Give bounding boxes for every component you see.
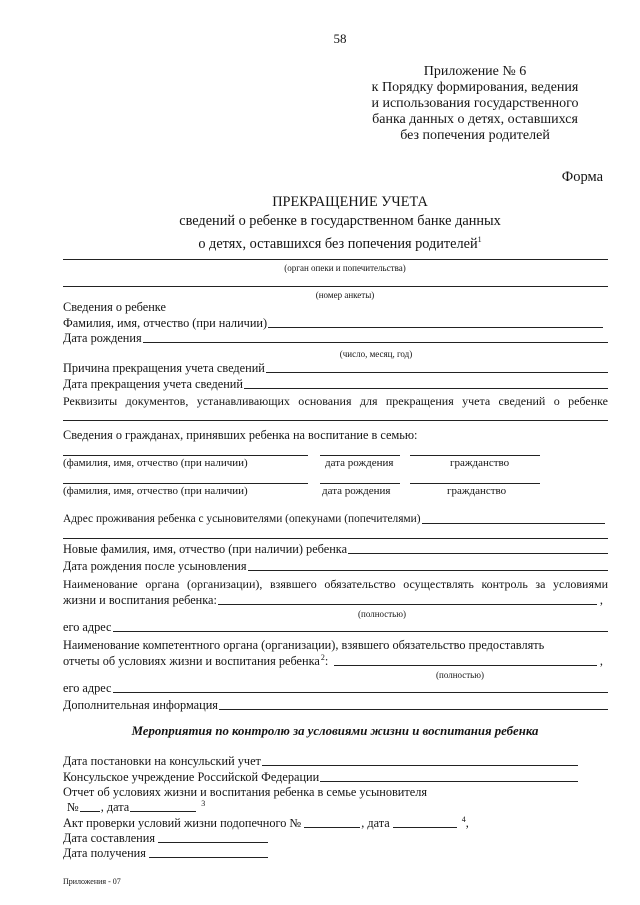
field-line: [348, 553, 608, 554]
field-label: Наименование компетентного органа (организации), взявшего обязательство предоставлять: [63, 638, 545, 652]
questionnaire-number-caption: (номер анкеты): [315, 290, 375, 300]
control-org-address-field: [63, 620, 608, 635]
field-line: [218, 604, 597, 605]
adopter-citizenship-line: [410, 455, 540, 456]
field-label: Отчет об условиях жизни и воспитания ребенка в семье усыновителя: [63, 785, 428, 799]
field-label: Дата постановки на консульский учет: [63, 754, 261, 768]
field-line: [266, 372, 608, 373]
in-full-caption: (полностью): [436, 670, 484, 680]
subtitle-text: о детях, оставшихся без попечения родителей: [198, 235, 478, 252]
new-name-field: [63, 542, 608, 557]
field-line: [334, 665, 597, 666]
control-org-field: [63, 593, 603, 608]
field-line: [320, 781, 578, 782]
report-date-line: [130, 811, 196, 812]
inspection-act-field: [63, 816, 469, 831]
field-label: Дата прекращения учета сведений: [63, 377, 243, 391]
new-birth-date-field: [63, 559, 608, 574]
field-label: Фамилия, имя, отчество (при наличии): [63, 316, 268, 330]
inspection-number-line: [304, 827, 360, 828]
section-label-text: Сведения о ребенке: [63, 300, 166, 314]
field-line: [158, 842, 268, 843]
appendix-reference: [360, 64, 590, 144]
termination-date-field: [63, 377, 608, 392]
field-line: [262, 765, 578, 766]
section-label-text: Сведения о гражданах, принявших ребенка на воспитание в семью:: [63, 428, 418, 442]
adopter-name-line: [63, 455, 308, 456]
child-birth-date-field: [63, 331, 608, 346]
footnote-mark: 4: [461, 815, 466, 824]
reporting-org-address-field: [63, 681, 608, 696]
field-line: [219, 709, 608, 710]
trailing-comma: ,: [465, 816, 469, 830]
date-format-caption: (число, месяц, год): [339, 349, 413, 359]
appendix-line: к Порядку формирования, ведения: [371, 80, 579, 95]
documents-label: Реквизиты документов, устанавливающих основания для прекращения учета сведений о ребенке: [63, 394, 608, 408]
appendix-line: Приложение № 6: [423, 64, 527, 79]
inspection-date-line: [393, 827, 457, 828]
child-full-name-field: [63, 316, 603, 331]
appendix-line: без попечения родителей: [400, 128, 550, 143]
appendix-line: банка данных о детях, оставшихся: [372, 112, 578, 127]
adopter-name-line: [63, 483, 308, 484]
field-label: Причина прекращения учета сведений: [63, 361, 265, 375]
field-label: жизни и воспитания ребенка:: [63, 593, 217, 607]
document-subtitle-line2: [40, 231, 640, 253]
adopter-birth-date-caption: дата рождения: [322, 485, 391, 497]
field-line: [143, 342, 608, 343]
adopter-citizenship-caption: гражданство: [447, 485, 507, 497]
control-org-label: Наименование органа (организации), взявшего обязательство осуществлять контроль за условиями: [63, 577, 608, 591]
document-subtitle-line1: сведений о ребенке в государственном банке данных: [179, 213, 501, 229]
received-date-field: [63, 846, 268, 861]
date-label: , дата: [361, 816, 390, 830]
field-label: Адрес проживания ребенка с усыновителями (опекунами (попечителями): [63, 513, 421, 525]
field-label: его адрес: [63, 620, 112, 634]
field-label: Дата составления: [63, 831, 155, 845]
monitoring-section-heading: Мероприятия по контролю за условиями жизни и воспитания ребенка: [131, 724, 539, 738]
field-label: отчеты об условиях жизни и воспитания ребенка: [63, 654, 320, 668]
residence-address-field: [63, 512, 605, 527]
field-line: [268, 327, 603, 328]
reporting-org-field: [63, 654, 603, 669]
trailing-comma: ,: [599, 654, 603, 668]
colon: :: [324, 654, 329, 668]
field-line: [244, 388, 608, 389]
adopters-section-label: [63, 428, 417, 443]
field-label: Консульское учреждение Российской Федерации: [63, 770, 320, 784]
additional-info-field: [63, 698, 608, 713]
field-label: Акт проверки условий жизни подопечного №: [63, 816, 302, 830]
adopter-name-caption: (фамилия, имя, отчество (при наличии): [63, 457, 248, 469]
footnote-mark: 1: [477, 235, 482, 244]
compiled-date-field: [63, 831, 268, 846]
page-number: 58: [333, 31, 347, 46]
residence-address-line: [63, 538, 608, 539]
adopter-birth-date-caption: дата рождения: [325, 457, 394, 469]
field-label: Дополнительная информация: [63, 698, 218, 712]
page-footer: Приложения - 07: [63, 877, 121, 886]
adopter-citizenship-line: [410, 483, 540, 484]
field-line: [422, 523, 605, 524]
field-label: Дата рождения: [63, 331, 142, 345]
trailing-comma: ,: [599, 593, 603, 607]
field-line: [113, 692, 608, 693]
number-sign: №: [67, 800, 79, 814]
reporting-org-label: [63, 638, 544, 653]
documents-field-line: [63, 420, 608, 421]
adoption-report-number-field: [67, 800, 205, 815]
consular-registration-date-field: [63, 754, 578, 769]
date-label: , дата: [100, 800, 130, 814]
adopter-birth-date-line: [320, 455, 400, 456]
field-label: его адрес: [63, 681, 112, 695]
adopter-name-caption: (фамилия, имя, отчество (при наличии): [63, 485, 248, 497]
footnote-mark: 3: [201, 799, 206, 808]
field-line: [248, 570, 609, 571]
form-label: Форма: [561, 169, 603, 185]
appendix-line: и использования государственного: [371, 96, 579, 111]
footnote-mark: 2: [320, 653, 325, 662]
child-section-label: [63, 300, 166, 315]
guardianship-body-caption: (орган опеки и попечительства): [284, 263, 406, 273]
document-title: ПРЕКРАЩЕНИЕ УЧЕТА: [272, 194, 428, 210]
field-label: Дата рождения после усыновления: [63, 559, 247, 573]
in-full-caption: (полностью): [358, 609, 406, 619]
adopter-citizenship-caption: гражданство: [450, 457, 510, 469]
field-line: [149, 857, 268, 858]
adoption-report-label: [63, 785, 427, 800]
field-line: [113, 631, 608, 632]
consulate-field: [63, 770, 578, 785]
report-number-line: [80, 811, 100, 812]
questionnaire-number-field-line: [63, 286, 608, 287]
adopter-birth-date-line: [320, 483, 400, 484]
guardianship-body-field-line: [63, 259, 608, 260]
field-label: Дата получения: [63, 846, 146, 860]
termination-reason-field: [63, 361, 608, 376]
field-label: Новые фамилия, имя, отчество (при наличии) ребенка: [63, 542, 348, 556]
